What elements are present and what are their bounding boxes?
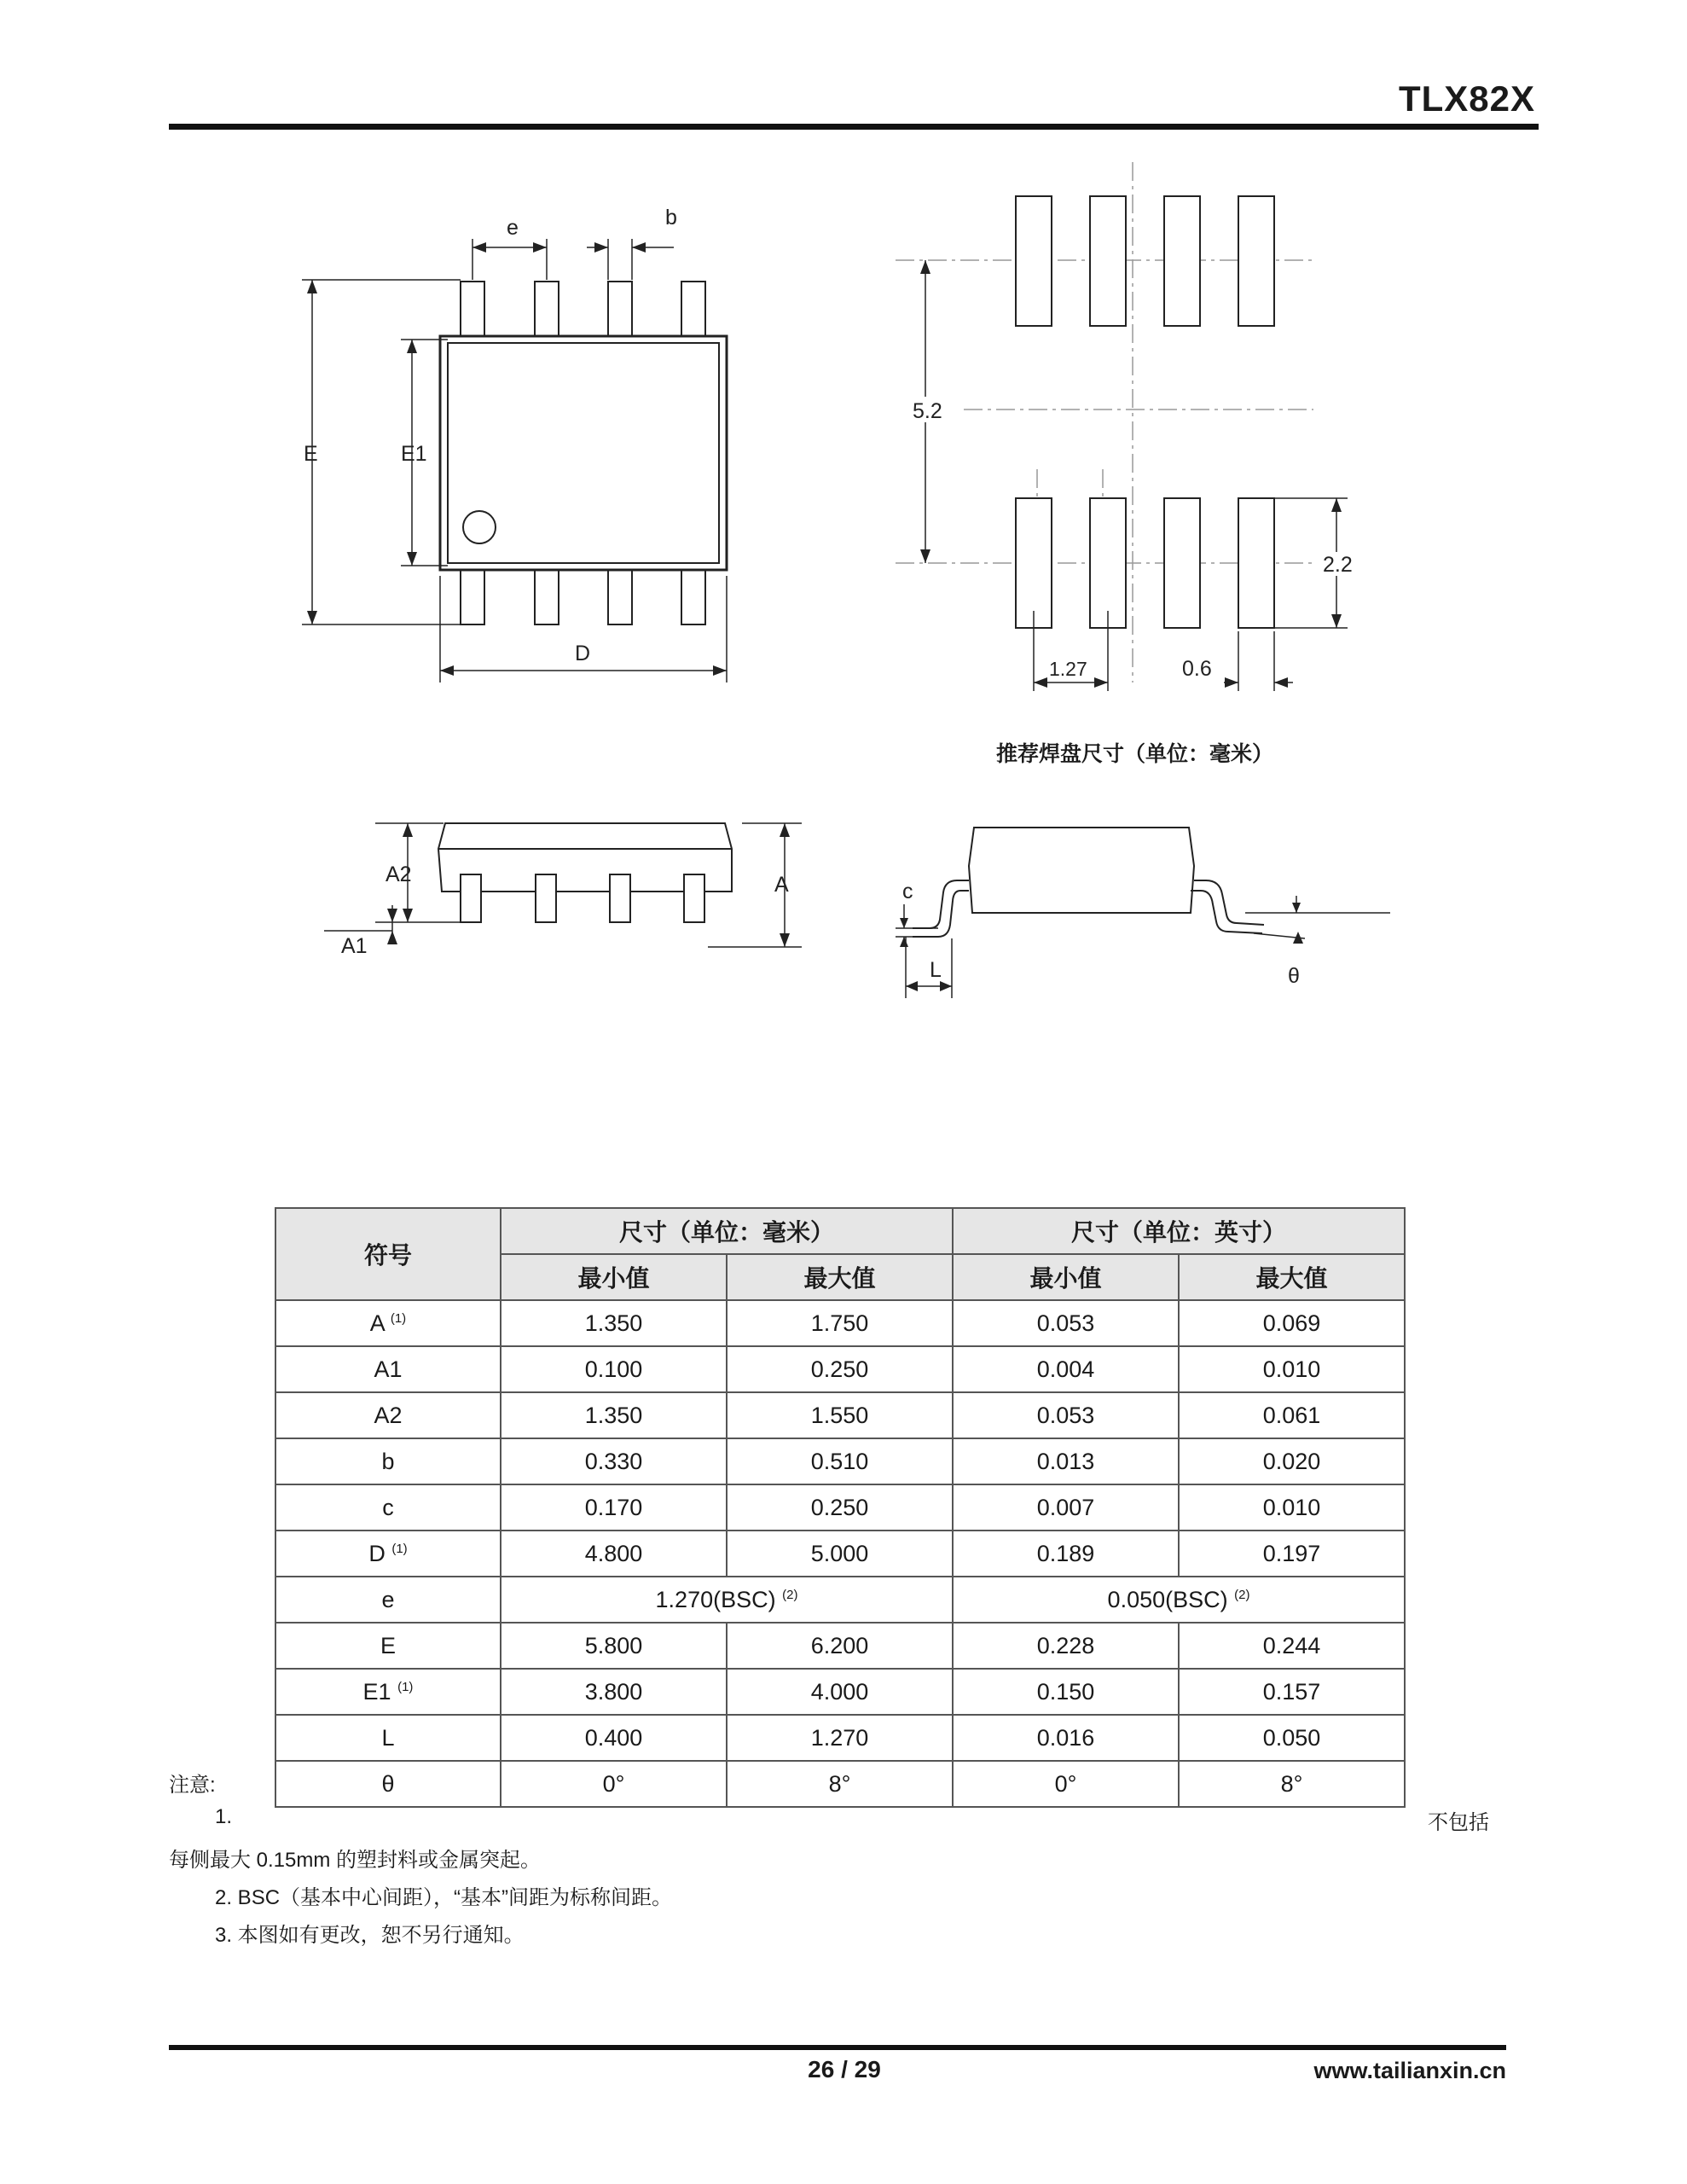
label-E1: E1 xyxy=(401,442,427,466)
mm-max-header: 最大值 xyxy=(727,1254,953,1300)
part-number-title: TLX82X xyxy=(1398,78,1535,119)
mm-max-cell: 1.270 xyxy=(727,1715,953,1761)
pad-bottom-3 xyxy=(1164,498,1200,628)
inch-max-cell: 0.020 xyxy=(1179,1438,1405,1484)
inch-max-cell: 0.010 xyxy=(1179,1484,1405,1531)
inch-min-header: 最小值 xyxy=(953,1254,1179,1300)
note-1-text: 每侧最大 0.15mm 的塑封料或金属突起。 xyxy=(169,1849,542,1872)
inch-max-cell: 0.061 xyxy=(1179,1392,1405,1438)
gull-wing-lead-right xyxy=(1194,880,1264,925)
inch-max-cell: 0.050 xyxy=(1179,1715,1405,1761)
mm-max-cell: 1.750 xyxy=(727,1300,953,1346)
inch-max-cell: 0.010 xyxy=(1179,1346,1405,1392)
mm-min-cell: 0° xyxy=(501,1761,727,1807)
mm-min-cell: 3.800 xyxy=(501,1669,727,1715)
lead-bottom-4 xyxy=(681,566,705,624)
side-lead-1 xyxy=(461,874,481,922)
symbol-cell: e xyxy=(275,1577,501,1623)
mm-min-header: 最小值 xyxy=(501,1254,727,1300)
lead-top-4 xyxy=(681,282,705,340)
symbol-cell: E xyxy=(275,1623,501,1669)
inch-min-cell: 0.016 xyxy=(953,1715,1179,1761)
table-row xyxy=(275,1438,1405,1484)
pad-top-3 xyxy=(1164,196,1200,326)
footnote-ref: (1) xyxy=(391,1541,408,1556)
inch-max-cell: 0.197 xyxy=(1179,1531,1405,1577)
notes-title: 注意: xyxy=(169,1774,216,1797)
dimensions-table xyxy=(275,1207,1406,1808)
table-row xyxy=(275,1392,1405,1438)
label-D: D xyxy=(575,642,591,665)
lead-bottom-1 xyxy=(461,566,484,624)
mm-max-cell: 0.510 xyxy=(727,1438,953,1484)
inch-min-cell: 0.228 xyxy=(953,1623,1179,1669)
footnote-ref: (2) xyxy=(1234,1587,1250,1602)
lead-bottom-2 xyxy=(535,566,559,624)
pad-top-1 xyxy=(1016,196,1052,326)
table-row xyxy=(275,1715,1405,1761)
inch-bsc-cell: 0.050(BSC) xyxy=(1107,1586,1228,1612)
inch-max-cell: 0.069 xyxy=(1179,1300,1405,1346)
symbol-cell: D xyxy=(368,1540,386,1566)
top-view-drawing xyxy=(290,196,768,691)
mm-min-cell: 1.350 xyxy=(501,1300,727,1346)
gull-wing-lead-left xyxy=(913,880,969,928)
inch-max-cell: 8° xyxy=(1179,1761,1405,1807)
pad-top-4 xyxy=(1238,196,1274,326)
label-A: A xyxy=(774,873,789,897)
side-lead-4 xyxy=(684,874,704,922)
note-2-text: 2. BSC（基本中心间距），“基本”间距为标称间距。 xyxy=(215,1886,673,1909)
lead-top-1 xyxy=(461,282,484,340)
header-rule xyxy=(169,124,1539,130)
inch-min-cell: 0.053 xyxy=(953,1392,1179,1438)
inch-min-cell: 0.013 xyxy=(953,1438,1179,1484)
symbol-cell: θ xyxy=(275,1761,501,1807)
symbol-cell: c xyxy=(275,1484,501,1531)
footer-rule xyxy=(169,2045,1506,2050)
table-row xyxy=(275,1761,1405,1807)
symbol-cell: A1 xyxy=(275,1346,501,1392)
mm-max-cell: 0.250 xyxy=(727,1346,953,1392)
label-c: c xyxy=(902,880,913,903)
label-5-2: 5.2 xyxy=(913,399,942,423)
inch-min-cell: 0.189 xyxy=(953,1531,1179,1577)
side-view-drawing xyxy=(316,815,827,985)
inch-header: 尺寸（单位：英寸） xyxy=(953,1208,1405,1254)
end-view-drawing xyxy=(878,819,1390,998)
mm-min-cell: 4.800 xyxy=(501,1531,727,1577)
website-link[interactable]: www.tailianxin.cn xyxy=(1313,2058,1506,2083)
footnote-ref: (1) xyxy=(390,1310,407,1326)
inch-min-cell: 0° xyxy=(953,1761,1179,1807)
symbol-cell: b xyxy=(275,1438,501,1484)
label-b: b xyxy=(665,206,677,229)
label-L: L xyxy=(930,958,942,982)
mm-max-cell: 0.250 xyxy=(727,1484,953,1531)
pad-top-2 xyxy=(1090,196,1126,326)
page-number: 26 / 29 xyxy=(808,2056,881,2082)
lead-top-2 xyxy=(535,282,559,340)
inch-max-header: 最大值 xyxy=(1179,1254,1405,1300)
inch-min-cell: 0.004 xyxy=(953,1346,1179,1392)
label-A2: A2 xyxy=(386,863,412,886)
label-e: e xyxy=(507,216,519,240)
mm-max-cell: 4.000 xyxy=(727,1669,953,1715)
mm-bsc-cell: 1.270(BSC) xyxy=(655,1586,776,1612)
inch-max-cell: 0.244 xyxy=(1179,1623,1405,1669)
footnote-ref: (1) xyxy=(397,1679,414,1694)
table-row xyxy=(275,1484,1405,1531)
inch-min-cell: 0.053 xyxy=(953,1300,1179,1346)
mm-header: 尺寸（单位：毫米） xyxy=(501,1208,953,1254)
mm-min-cell: 0.170 xyxy=(501,1484,727,1531)
inch-min-cell: 0.007 xyxy=(953,1484,1179,1531)
symbol-cell: L xyxy=(275,1715,501,1761)
mm-max-cell: 5.000 xyxy=(727,1531,953,1577)
land-pattern-drawing xyxy=(887,154,1399,708)
note-1-number: 1. xyxy=(215,1805,233,1828)
label-theta: θ xyxy=(1288,964,1300,988)
inch-max-cell: 0.157 xyxy=(1179,1669,1405,1715)
pad-bottom-4 xyxy=(1238,498,1274,628)
mm-min-cell: 0.330 xyxy=(501,1438,727,1484)
symbol-cell: A xyxy=(369,1310,385,1336)
side-lead-3 xyxy=(610,874,630,922)
side-lead-2 xyxy=(536,874,556,922)
land-pattern-caption: 推荐焊盘尺寸（单位：毫米） xyxy=(996,742,1274,766)
table-row xyxy=(275,1623,1405,1669)
mm-min-cell: 5.800 xyxy=(501,1623,727,1669)
mm-max-cell: 1.550 xyxy=(727,1392,953,1438)
mm-min-cell: 1.350 xyxy=(501,1392,727,1438)
table-row xyxy=(275,1300,1405,1346)
end-body xyxy=(969,828,1194,913)
table-row xyxy=(275,1531,1405,1577)
note-3-text: 3. 本图如有更改，恕不另行通知。 xyxy=(215,1924,525,1947)
symbol-cell: E1 xyxy=(362,1678,391,1705)
pad-bottom-2 xyxy=(1090,498,1126,628)
inch-min-cell: 0.150 xyxy=(953,1669,1179,1715)
table-row xyxy=(275,1577,1405,1623)
label-0-6: 0.6 xyxy=(1182,657,1212,681)
mm-min-cell: 0.400 xyxy=(501,1715,727,1761)
table-row xyxy=(275,1669,1405,1715)
lead-top-3 xyxy=(608,282,632,340)
mm-max-cell: 6.200 xyxy=(727,1623,953,1669)
lead-bottom-3 xyxy=(608,566,632,624)
mm-max-cell: 8° xyxy=(727,1761,953,1807)
pin1-marker xyxy=(463,511,496,543)
mm-min-cell: 0.100 xyxy=(501,1346,727,1392)
label-E: E xyxy=(304,442,318,466)
label-1-27: 1.27 xyxy=(1049,658,1087,680)
table-row xyxy=(275,1346,1405,1392)
label-A1: A1 xyxy=(341,934,368,958)
symbol-cell: A2 xyxy=(275,1392,501,1438)
label-2-2: 2.2 xyxy=(1323,553,1353,577)
pad-bottom-1 xyxy=(1016,498,1052,628)
note-1-tail: 不包括 xyxy=(1428,1811,1489,1834)
symbol-header: 符号 xyxy=(275,1208,501,1300)
footnote-ref: (2) xyxy=(782,1587,798,1602)
